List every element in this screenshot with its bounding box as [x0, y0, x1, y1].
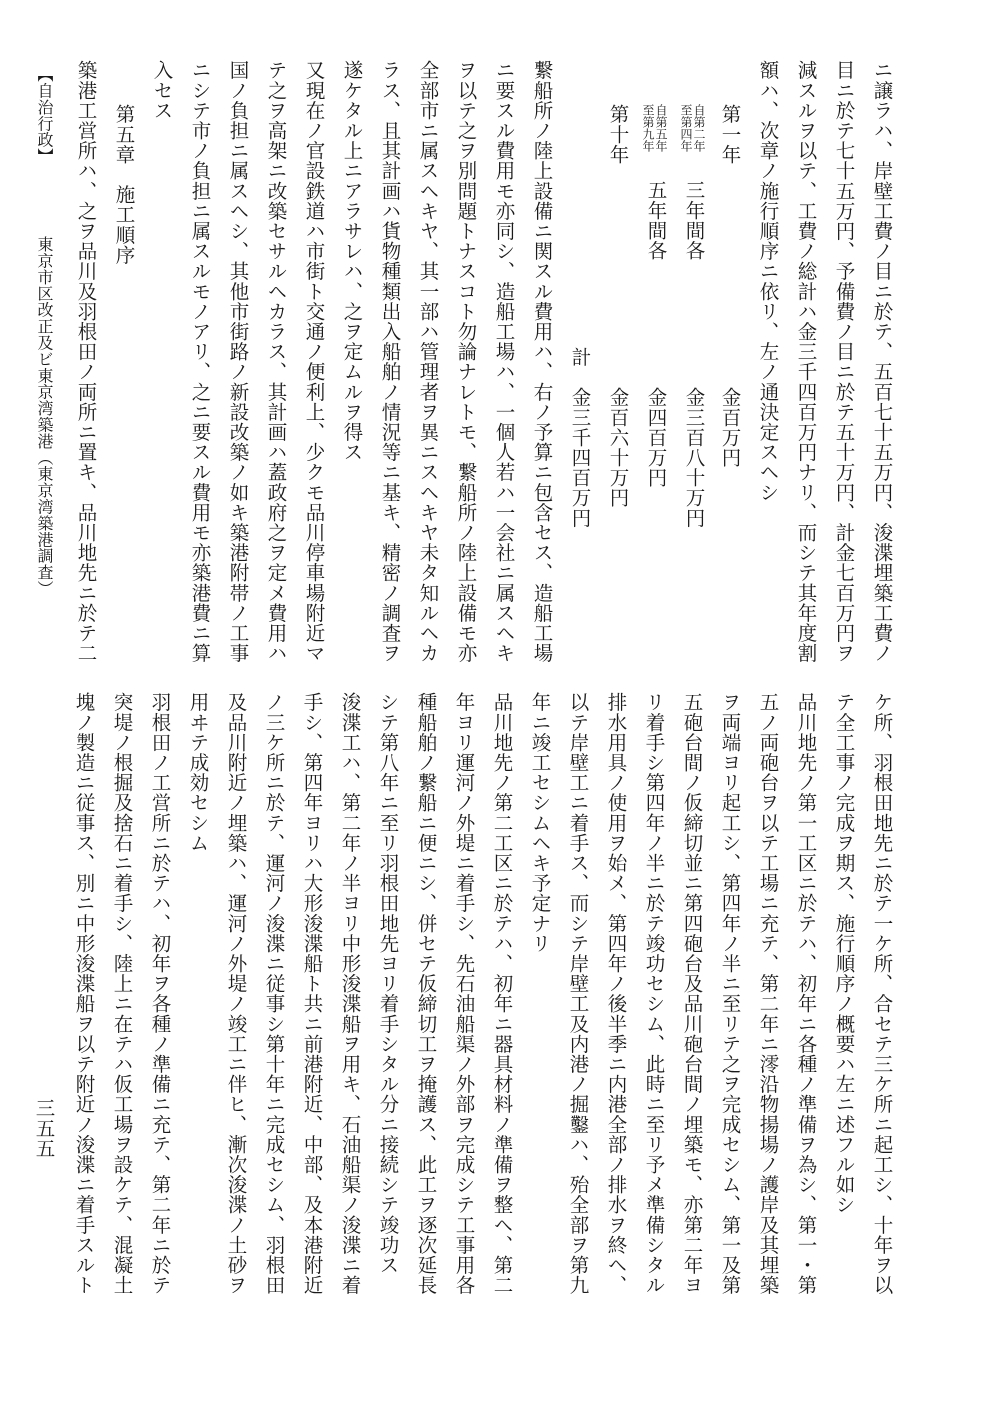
text-column-lower: シテ第八年ニ至リ羽根田地先ヨリ着手シタル分ニ接続シテ竣功ス	[376, 692, 400, 1275]
text-column-upper: 遂ケタル上ニアラサレハ、之ヲ定ムルヲ得ス	[340, 60, 364, 462]
text-column-upper: ラス、且其計画ハ貨物種類出入船舶ノ情況等ニ基キ、精密ノ調査ヲ	[378, 60, 402, 663]
text-column-upper: 金三千四百万円	[568, 387, 592, 528]
text-column-upper: 至第九年	[641, 104, 655, 152]
text-column-lower: 羽根田ノ工営所ニ於テハ、初年ヲ各種ノ準備ニ充テ、第二年ニ於テ	[148, 692, 172, 1295]
text-column-upper: 金百万円	[718, 387, 742, 468]
text-column-lower: リ着手シ第四年ノ半ニ於テ竣功セシム、此時ニ至リ予メ準備シタル	[642, 692, 666, 1295]
text-column-lower: 五ノ両砲台ヲ以テ工場ニ充テ、第二年ニ澪沿物揚場ノ護岸及其埋築	[756, 692, 780, 1295]
text-column-upper: ニ譲ラハ、岸壁工費ノ目ニ於テ、五百七十五万円、浚渫埋築工費ノ	[870, 60, 894, 663]
text-column-upper: 目ニ於テ七十五万円、予備費ノ目ニ於テ五十万円、計金七百万円ヲ	[832, 60, 856, 663]
text-column-upper: 金三百八十万円	[682, 387, 706, 528]
text-column-upper: ニシテ市ノ負担ニ属スルモノアリ、之ニ要スル費用モ亦築港費ニ算	[188, 60, 212, 663]
text-column-upper: 自第五年	[654, 104, 668, 152]
text-column-upper: 第十年	[606, 104, 630, 165]
text-column-upper: 繋船所ノ陸上設備ニ関スル費用ハ、右ノ予算ニ包含セス、造船工場	[530, 60, 554, 663]
text-column-lower: 年ニ竣工セシムヘキ予定ナリ	[528, 692, 552, 954]
text-column-upper: 全部市ニ属スヘキヤ、其一部ハ管理者ヲ異ニスヘキヤ未タ知ルヘカ	[416, 60, 440, 663]
text-column-lower: テ全工事ノ完成ヲ期ス、施行順序ノ概要ハ左ニ述フル如シ	[832, 692, 856, 1215]
text-column-lower: ヲ両端ヨリ起工シ、第四年ノ半ニ至リテ之ヲ完成セシム、第一及第	[718, 692, 742, 1295]
text-column-upper: 第五章 施工順序	[112, 104, 136, 265]
text-column-upper: 国ノ負担ニ属スヘシ、其他市街路ノ新設改築ノ如キ築港附帯ノ工事	[226, 60, 250, 663]
text-column-upper: ニ要スル費用モ亦同シ、造船工場ハ、一個人若ハ一会社ニ属スヘキ	[492, 60, 516, 663]
text-column-lower: 突堤ノ根掘及捨石ニ着手シ、陸上ニ在テハ仮工場ヲ設ケテ、混凝土	[110, 692, 134, 1295]
text-column-lower: ノ三ケ所ニ於テ、運河ノ浚渫ニ従事シ第十年ニ完成セシム、羽根田	[262, 692, 286, 1295]
text-column-lower: 年ヨリ運河ノ外堤ニ着手シ、先石油船渠ノ外部ヲ完成シテ工事用各	[452, 692, 476, 1295]
text-column-upper: 築港工営所ハ、之ヲ品川及羽根田ノ両所ニ置キ、品川地先ニ於テ二	[74, 60, 98, 663]
text-column-upper: 又現在ノ官設鉄道ハ市街ト交通ノ便利上、少クモ品川停車場附近マ	[302, 60, 326, 663]
text-column-upper: テ之ヲ高架ニ改築セサルヘカラス、其計画ハ蓋政府之ヲ定メ費用ハ	[264, 60, 288, 663]
text-column-lower: 種船舶ノ繋船ニ便ニシ、併セテ仮締切工ヲ掩護ス、此工ヲ逐次延長	[414, 692, 438, 1295]
text-column-upper: 自第二年	[692, 104, 706, 152]
running-footer: 東京市区改正及ビ東京湾築港（東京湾築港調査）	[35, 236, 54, 597]
text-column-upper: 減スルヲ以テ、工費ノ総計ハ金三千四百万円ナリ、而シテ其年度割	[794, 60, 818, 663]
text-column-lower: 及品川附近ノ埋築ハ、運河ノ外堤ノ竣工ニ伴ヒ、漸次浚渫ノ土砂ヲ	[224, 692, 248, 1295]
text-column-upper: 至第四年	[679, 104, 693, 152]
text-column-lower: 用ヰテ成効セシム	[186, 692, 210, 853]
text-column-upper: 五年間各	[644, 180, 668, 261]
text-column-upper: ヲ以テ之ヲ別問題トナスコト勿論ナレトモ、繋船所ノ陸上設備モ亦	[454, 60, 478, 663]
text-column-lower: ケ所、羽根田地先ニ於テ一ケ所、合セテ三ケ所ニ起工シ、十年ヲ以	[870, 692, 894, 1295]
text-column-upper: 計	[568, 347, 592, 368]
text-column-upper: 三年間各	[682, 180, 706, 261]
text-column-lower: 品川地先ノ第二工区ニ於テハ、初年ニ器具材料ノ準備ヲ整ヘ、第二	[490, 692, 514, 1295]
text-column-lower: 手シ、第四年ヨリハ大形浚渫船ト共ニ前港附近、中部、及本港附近	[300, 692, 324, 1295]
text-column-upper: 第一年	[718, 104, 742, 165]
text-column-upper: 金百六十万円	[606, 387, 630, 508]
text-column-lower: 以テ岸壁工ニ着手ス、而シテ岸壁工及内港ノ掘鑿ハ、殆全部ヲ第九	[566, 692, 590, 1295]
text-column-lower: 品川地先ノ第一工区ニ於テハ、初年ニ各種ノ準備ヲ為シ、第一・第	[794, 692, 818, 1295]
text-column-lower: 浚渫工ハ、第二年ノ半ヨリ中形浚渫船ヲ用キ、石油船渠ノ浚渫ニ着	[338, 692, 362, 1295]
text-column-upper: 額ハ、次章ノ施行順序ニ依リ、左ノ通決定スヘシ	[756, 60, 780, 503]
text-column-lower: 排水用具ノ使用ヲ始メ、第四年ノ後半季ニ内港全部ノ排水ヲ終ヘ、	[604, 692, 628, 1295]
text-column-lower: 五砲台間ノ仮締切並ニ第四砲台及品川砲台間ノ埋築モ、亦第二年ヨ	[680, 692, 704, 1295]
text-column-lower: 塊ノ製造ニ従事ス、別ニ中形浚渫船ヲ以テ附近ノ浚渫ニ着手スルト	[72, 692, 96, 1295]
running-footer: 【自治行政】	[35, 66, 54, 165]
page-number: 三五五	[32, 1098, 56, 1159]
text-column-upper: 入セス	[150, 60, 174, 121]
text-column-upper: 金四百万円	[644, 387, 668, 488]
